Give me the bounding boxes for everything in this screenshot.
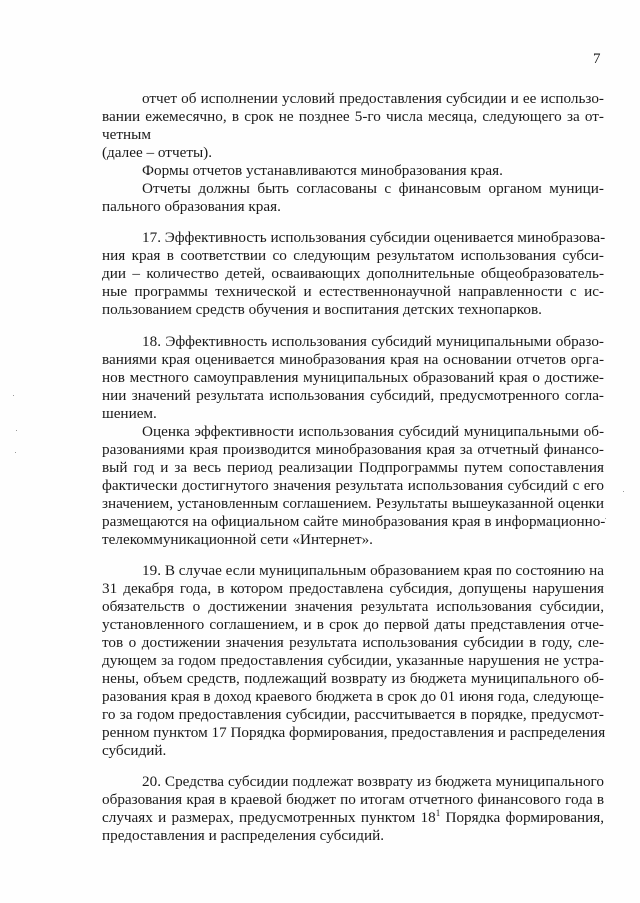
- text-line: [102, 180, 604, 198]
- text-line-content: фактически достигнутого значения результата использования субсидий с его: [102, 477, 604, 494]
- text-line: [102, 616, 604, 634]
- footnote-superscript: 1: [435, 807, 441, 818]
- text-line-content: разования края в доход краевого бюджета в срок до 01 июня года, следующе-: [102, 688, 604, 705]
- text-line-content: Формы отчетов устанавливаются минобразования края.: [142, 162, 503, 179]
- text-line-content: нов местного самоуправления муниципальных образований края о достиже-: [102, 369, 604, 386]
- text-line-content: Оценка эффективности использования субсидий муниципальными об-: [142, 423, 604, 440]
- text-line: [102, 387, 604, 405]
- text-line-content: 20. Средства субсидии подлежат возврату из бюджета муниципального: [142, 773, 604, 790]
- text-line: [102, 562, 604, 580]
- text-line-content: ваниями края оценивается минобразования края на основании отчетов орга-: [102, 351, 604, 368]
- text-line-content: дующем за годом предоставления субсидии, указанные нарушения не устра-: [102, 652, 604, 669]
- text-line-content: размещаются на официальном сайте минобразования края в информационно-: [102, 513, 606, 530]
- page-number: 7: [593, 51, 601, 67]
- text-line: [102, 634, 604, 652]
- text-line-content: пального образования края.: [102, 198, 281, 215]
- text-line: [102, 495, 604, 513]
- text-line-content: тов о достижении значения результата использования субсидии в году, сле-: [102, 634, 604, 651]
- text-line: [102, 742, 604, 760]
- text-line: [102, 459, 604, 477]
- text-line-content: установленного соглашением, и в срок до первой даты представления отче-: [102, 616, 604, 633]
- text-line: [102, 198, 604, 216]
- text-line: [102, 706, 604, 724]
- text-line: [102, 773, 604, 791]
- text-line-content: четным: [102, 126, 151, 143]
- text-line: [102, 108, 604, 126]
- text-line-content: 31 декабря года, в котором предоставлена субсидия, допущены нарушения: [102, 580, 604, 597]
- text-line: [102, 441, 604, 459]
- text-line-content: шением.: [102, 405, 157, 422]
- text-line-content: вании ежемесячно, в срок не позднее 5-го числа месяца, следующего за от-: [102, 108, 604, 125]
- text-line-content: 19. В случае если муниципальным образованием края по состоянию на: [142, 562, 604, 579]
- scan-speck: [16, 430, 17, 431]
- scan-speck: [15, 452, 16, 453]
- text-line-content: разованиями края производится минобразования края за отчетный финансо-: [102, 441, 604, 458]
- text-line: [102, 477, 604, 495]
- text-line-content: ные программы технической и естественнонаучной направленности с ис-: [102, 283, 604, 300]
- text-line-content: нены, объем средств, подлежащий возврату из бюджета муниципального об-: [102, 670, 604, 687]
- text-line: [102, 283, 604, 301]
- text-line: [102, 229, 604, 247]
- text-line-content: нии значений результата использования субсидий, предусмотренного согла-: [102, 387, 604, 404]
- text-line: [102, 827, 604, 845]
- text-line: [102, 265, 604, 283]
- text-line: [102, 144, 604, 162]
- scan-speck: [13, 395, 14, 396]
- text-line: [102, 351, 604, 369]
- text-line: [102, 247, 604, 265]
- text-line: [102, 809, 604, 827]
- text-line: [102, 126, 604, 144]
- text-line-content: Отчеты должны быть согласованы с финансовым органом муници-: [142, 180, 604, 197]
- text-line: [102, 513, 604, 531]
- text-line-content: (далее – отчеты).: [102, 144, 213, 161]
- text-line-content: субсидий.: [102, 742, 167, 759]
- text-line-content: предоставления и распределения субсидий.: [102, 827, 384, 844]
- text-line: [102, 369, 604, 387]
- text-line: [102, 162, 604, 180]
- text-line: [102, 90, 604, 108]
- text-line-content: телекоммуникационной сети «Интернет».: [102, 531, 373, 548]
- text-line: [102, 670, 604, 688]
- text-line-content: 17. Эффективность использования субсидии оценивается минобразова-: [142, 229, 606, 246]
- text-line-content: пользованием средств обучения и воспитания детских технопарков.: [102, 301, 542, 318]
- text-line-content: вый год и за весь период реализации Подпрограммы путем сопоставления: [102, 459, 604, 476]
- text-line: [102, 333, 604, 351]
- text-line-content: значением, установленным соглашением. Результаты вышеуказанной оценки: [102, 495, 604, 512]
- text-line: [102, 580, 604, 598]
- scan-speck: [605, 518, 606, 519]
- text-line-content: го за годом предоставления субсидии, рассчитывается в порядке, предусмот-: [102, 706, 604, 723]
- text-line-content: случаях и размерах, предусмотренных пунктом 18: [102, 809, 436, 826]
- text-line-continuation: Порядка формирования,: [440, 809, 604, 826]
- text-line-content: обязательств о достижении значения результата использования субсидии,: [102, 598, 604, 615]
- text-line: [102, 652, 604, 670]
- scan-speck: [623, 491, 624, 492]
- text-line: [102, 724, 604, 742]
- text-line-content: ния края в соответствии со следующим результатом использования субси-: [102, 247, 604, 264]
- text-line-content: 18. Эффективность использования субсидий муниципальными образо-: [142, 333, 604, 350]
- text-line: [102, 423, 604, 441]
- text-line: [102, 405, 604, 423]
- text-line-content: отчет об исполнении условий предоставления субсидии и ее использо-: [142, 90, 604, 107]
- text-line: [102, 301, 604, 319]
- text-line: [102, 598, 604, 616]
- text-line-content: ренном пунктом 17 Порядка формирования, предоставления и распределения: [102, 724, 606, 741]
- text-line: [102, 531, 604, 549]
- text-line: [102, 791, 604, 809]
- text-line-content: дии – количество детей, осваивающих дополнительные общеобразователь-: [102, 265, 604, 282]
- text-line: [102, 688, 604, 706]
- text-line-content: образования края в краевой бюджет по итогам отчетного финансового года в: [102, 791, 604, 808]
